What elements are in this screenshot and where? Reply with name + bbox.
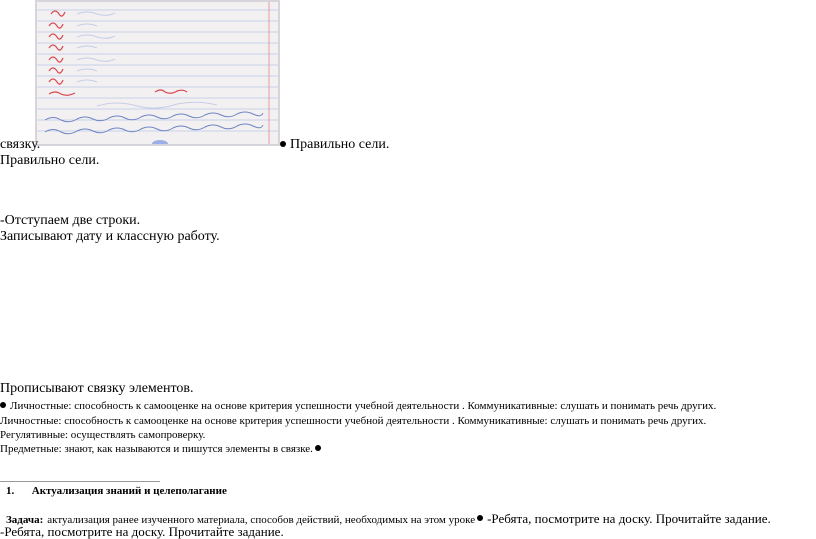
text-line-2: Правильно сели. [0,153,100,168]
text-line-7: Личностные: способность к самооценке на основе критерия успешности учебной деятельности . Коммуникативные: слушать и понимать речь других. [0,415,707,427]
bullet-icon [315,445,321,451]
text-line-9 [0,443,325,456]
task-text: актуализация ранее изученного материала, способов действий, необходимых на этом уроке [47,514,476,526]
section-title: Актуализация знаний и целеполагание [31,485,227,497]
text-line-last: -Ребята, посмотрите на доску. Прочитайте задание. [0,524,284,539]
line6-text: Личностные: способность к самооценке на основе критерия успешности учебной деятельности . Коммуникативные: слушать и понимать речь других. [10,400,717,412]
notebook-photo-drawing [37,2,278,144]
line9-text: Предметные: знают, как называются и пишутся элементы в связке. [0,443,313,455]
bullet-icon [477,515,483,521]
bullet-icon [280,141,286,147]
text-line-6 [0,400,716,413]
section-number: 1. [6,485,15,497]
text-line-3: -Отступаем две строки. [0,213,141,228]
task-suffix: -Ребята, посмотрите на доску. Прочитайте задание. [487,511,771,526]
bullet-icon [0,402,6,408]
section-heading [6,485,227,498]
text-line-1-prefix [0,137,40,153]
text-line-4: Записывают дату и классную работу. [0,229,220,244]
notebook-photo [35,0,280,146]
line1-suffix: Правильно сели. [290,137,390,152]
text-line-5: Прописывают связку элементов. [0,381,194,396]
task-label: Задача: [6,514,44,526]
text-line-8: Регулятивные: осуществлять самопроверку. [0,429,206,441]
text-line-1-suffix [280,137,389,153]
divider [0,481,160,482]
line1-prefix: связку. [0,137,41,152]
